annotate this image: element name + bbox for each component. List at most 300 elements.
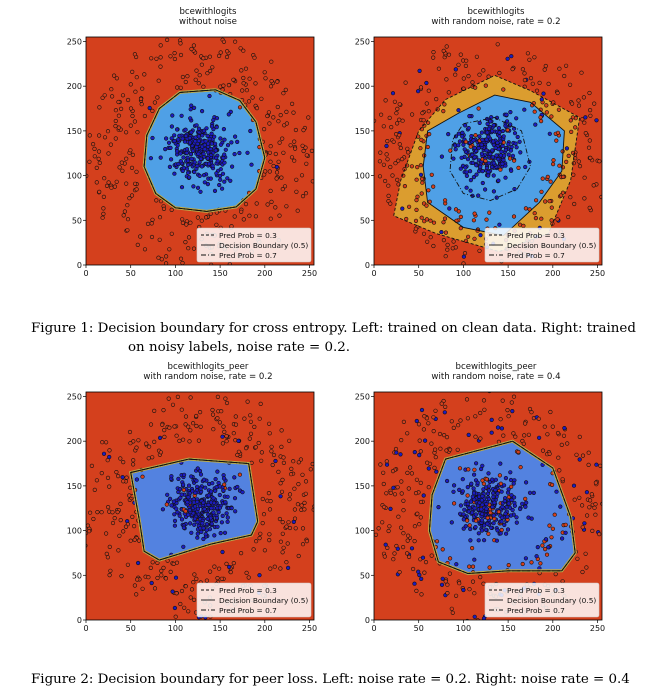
data-point: [386, 546, 390, 550]
data-point: [294, 128, 298, 132]
data-point: [437, 505, 441, 509]
x-tick-label: 250: [301, 624, 318, 633]
data-point: [469, 178, 473, 182]
data-point: [468, 114, 472, 118]
data-point: [195, 69, 199, 73]
data-point: [184, 134, 188, 138]
data-point: [518, 507, 522, 511]
data-point: [223, 430, 227, 434]
data-point: [187, 484, 191, 488]
data-point: [149, 57, 153, 61]
data-point: [485, 507, 489, 511]
data-point: [225, 49, 229, 53]
data-point: [193, 161, 197, 165]
data-point: [499, 532, 503, 536]
data-point: [117, 126, 121, 130]
data-point: [189, 221, 193, 225]
data-point: [91, 142, 95, 146]
data-point: [583, 176, 587, 180]
data-point: [482, 538, 486, 542]
data-point: [196, 507, 200, 511]
data-point: [473, 86, 477, 90]
data-point: [212, 427, 216, 431]
x-tick-label: 150: [212, 269, 228, 278]
data-point: [169, 55, 173, 59]
data-point: [282, 461, 286, 465]
data-point: [169, 158, 173, 162]
data-point: [288, 526, 292, 530]
data-point: [276, 80, 280, 84]
data-point: [487, 532, 491, 536]
data-point: [186, 159, 190, 163]
data-point: [183, 140, 187, 144]
data-point: [471, 161, 475, 165]
data-point: [522, 442, 526, 446]
data-point: [150, 456, 154, 460]
data-point: [262, 512, 266, 516]
data-point: [515, 146, 519, 150]
data-point: [189, 475, 193, 479]
data-point: [220, 521, 224, 525]
data-point: [584, 131, 588, 135]
data-point: [160, 569, 164, 573]
data-point: [117, 549, 121, 553]
data-point: [471, 565, 475, 569]
data-point: [480, 143, 484, 147]
data-point: [492, 495, 496, 499]
data-point: [551, 162, 555, 166]
data-point: [162, 408, 166, 412]
data-point: [187, 496, 191, 500]
data-point: [392, 486, 396, 490]
data-point: [225, 434, 229, 438]
data-point: [475, 55, 479, 59]
data-point: [226, 516, 230, 520]
data-point: [541, 544, 545, 548]
data-point: [400, 480, 404, 484]
data-point: [446, 132, 450, 136]
data-point: [550, 219, 554, 223]
data-point: [245, 571, 249, 575]
data-point: [523, 497, 527, 501]
caption-line: Figure 2: Decision boundary for peer loss. Left: noise rate = 0.2. Right: noise rate = 0.4: [31, 672, 630, 687]
data-point: [558, 469, 562, 473]
data-point: [543, 425, 547, 429]
data-point: [533, 211, 537, 215]
data-point: [499, 462, 503, 466]
data-point: [473, 146, 477, 150]
data-point: [585, 490, 589, 494]
data-point: [389, 202, 393, 206]
data-point: [482, 399, 486, 403]
data-point: [405, 552, 409, 556]
data-point: [460, 156, 464, 160]
data-point: [495, 539, 499, 543]
data-point: [553, 513, 557, 517]
data-point: [114, 108, 118, 112]
data-point: [204, 532, 208, 536]
data-point: [448, 572, 452, 576]
data-point: [133, 182, 137, 186]
data-point: [269, 85, 273, 89]
data-point: [267, 538, 271, 542]
data-point: [121, 460, 125, 464]
data-point: [568, 83, 572, 87]
data-point: [599, 464, 603, 468]
data-point: [413, 582, 417, 586]
data-point: [550, 206, 554, 210]
y-tick-label: 200: [354, 82, 370, 92]
data-point: [451, 611, 455, 615]
data-point: [141, 587, 145, 591]
data-point: [195, 479, 199, 483]
legend-label: Pred Prob = 0.7: [219, 605, 277, 615]
data-point: [170, 232, 174, 236]
data-point: [471, 495, 475, 499]
data-point: [491, 149, 495, 153]
data-point: [176, 138, 180, 142]
data-point: [486, 131, 490, 135]
data-point: [155, 199, 159, 203]
data-point: [448, 448, 452, 452]
x-tick-label: 250: [589, 624, 606, 633]
data-point: [206, 517, 210, 521]
data-point: [524, 505, 528, 509]
data-point: [242, 76, 246, 80]
data-point: [507, 143, 511, 147]
data-point: [182, 156, 186, 160]
data-point: [419, 163, 423, 167]
data-point: [544, 537, 548, 541]
data-point: [443, 411, 447, 415]
data-point: [387, 529, 391, 533]
data-point: [202, 173, 206, 177]
y-tick-label: 250: [354, 392, 370, 402]
data-point: [464, 524, 468, 528]
data-point: [269, 217, 273, 221]
data-point: [290, 156, 294, 160]
data-point: [432, 416, 436, 420]
data-point: [195, 424, 199, 428]
data-point: [270, 60, 274, 64]
data-point: [111, 521, 115, 525]
data-point: [422, 494, 426, 498]
data-point: [475, 173, 479, 177]
data-point: [472, 487, 476, 491]
data-point: [585, 566, 589, 570]
data-point: [479, 165, 483, 169]
data-point: [197, 127, 201, 131]
data-point: [281, 478, 285, 482]
data-point: [258, 536, 262, 540]
data-point: [581, 454, 585, 458]
data-point: [492, 140, 496, 144]
data-point: [236, 453, 240, 457]
data-point: [281, 187, 285, 191]
data-point: [187, 176, 191, 180]
data-point: [426, 145, 430, 149]
data-point: [226, 520, 230, 524]
data-point: [287, 521, 291, 525]
data-point: [234, 423, 238, 427]
data-point: [494, 488, 498, 492]
data-point: [509, 110, 513, 114]
data-point: [587, 146, 591, 150]
data-point: [219, 409, 223, 413]
data-point: [214, 477, 218, 481]
data-point: [407, 487, 411, 491]
data-point: [254, 82, 258, 86]
data-point: [432, 429, 436, 433]
data-point: [304, 492, 308, 496]
data-point: [402, 420, 406, 424]
data-point: [466, 502, 470, 506]
data-point: [276, 105, 280, 109]
data-point: [450, 521, 454, 525]
data-point: [418, 439, 422, 443]
data-point: [427, 189, 431, 193]
data-point: [137, 439, 141, 443]
data-point: [542, 92, 546, 96]
data-point: [97, 150, 101, 154]
data-point: [108, 545, 112, 549]
data-point: [219, 137, 223, 141]
data-point: [113, 516, 117, 520]
data-point: [128, 494, 132, 498]
data-point: [115, 77, 119, 81]
data-point: [192, 580, 196, 584]
data-point: [184, 240, 188, 244]
data-point: [285, 205, 289, 209]
data-point: [129, 149, 133, 153]
data-point: [190, 531, 194, 535]
data-point: [383, 555, 387, 559]
data-point: [106, 458, 110, 462]
data-point: [453, 73, 457, 77]
data-point: [420, 177, 424, 181]
data-point: [413, 450, 417, 454]
data-point: [240, 89, 244, 93]
data-point: [465, 174, 469, 178]
data-point: [216, 416, 220, 420]
data-point: [199, 487, 203, 491]
data-point: [561, 580, 565, 584]
data-point: [461, 477, 465, 481]
y-tick-label: 0: [76, 261, 82, 270]
data-point: [448, 557, 452, 561]
data-point: [151, 109, 155, 113]
data-point: [419, 146, 423, 150]
data-point: [487, 127, 491, 131]
data-point: [493, 517, 497, 521]
data-point: [510, 54, 514, 58]
data-point: [220, 577, 224, 581]
data-point: [471, 81, 475, 85]
data-point: [486, 174, 490, 178]
data-point: [184, 584, 188, 588]
data-point: [165, 503, 169, 507]
data-point: [564, 523, 568, 527]
data-point: [230, 224, 234, 228]
data-point: [473, 212, 477, 216]
y-tick-label: 100: [354, 171, 370, 181]
data-point: [487, 170, 491, 174]
data-point: [425, 81, 429, 85]
data-point: [540, 98, 544, 102]
data-point: [399, 146, 403, 150]
data-point: [478, 575, 482, 579]
data-point: [254, 445, 258, 449]
data-point: [126, 98, 130, 102]
data-point: [473, 506, 477, 510]
data-point: [198, 526, 202, 530]
data-point: [190, 47, 194, 51]
data-point: [260, 97, 264, 101]
data-point: [469, 189, 473, 193]
legend: [197, 583, 311, 617]
data-point: [186, 74, 190, 78]
data-point: [149, 156, 153, 160]
data-point: [385, 153, 389, 157]
data-point: [479, 467, 483, 471]
data-point: [478, 121, 482, 125]
data-point: [103, 136, 107, 140]
data-point: [210, 125, 214, 129]
data-point: [444, 254, 448, 258]
y-tick-label: 100: [66, 526, 82, 536]
data-point: [442, 238, 446, 242]
data-point: [179, 86, 183, 90]
data-point: [583, 197, 587, 201]
data-point: [219, 531, 223, 535]
data-point: [117, 114, 121, 118]
data-point: [446, 243, 450, 247]
data-point: [419, 481, 423, 485]
data-point: [186, 246, 190, 250]
data-point: [491, 505, 495, 509]
data-point: [200, 109, 204, 113]
data-point: [389, 491, 393, 495]
data-point: [304, 191, 308, 195]
data-point: [427, 422, 431, 426]
data-point: [301, 527, 305, 531]
data-point: [392, 140, 396, 144]
data-point: [104, 532, 108, 536]
data-point: [165, 38, 169, 42]
data-point: [297, 482, 301, 486]
y-tick-label: 0: [364, 261, 370, 270]
data-point: [454, 148, 458, 152]
data-point: [230, 165, 234, 169]
data-point: [501, 144, 505, 148]
data-point: [539, 116, 543, 120]
data-point: [415, 208, 419, 212]
data-point: [295, 190, 299, 194]
data-point: [448, 207, 452, 211]
data-point: [382, 163, 386, 167]
data-point: [281, 551, 285, 555]
data-point: [520, 502, 524, 506]
data-point: [454, 246, 458, 250]
data-point: [95, 181, 99, 185]
data-point: [133, 120, 137, 124]
data-point: [165, 493, 169, 497]
data-point: [417, 522, 421, 526]
data-point: [546, 175, 550, 179]
data-point: [513, 131, 517, 135]
data-point: [131, 458, 135, 462]
data-point: [233, 40, 237, 44]
data-point: [422, 428, 426, 432]
data-point: [442, 221, 446, 225]
data-point: [486, 522, 490, 526]
data-point: [197, 139, 201, 143]
data-point: [273, 565, 277, 569]
data-point: [238, 106, 242, 110]
data-point: [219, 167, 223, 171]
data-point: [501, 505, 505, 509]
data-point: [177, 477, 181, 481]
data-point: [130, 166, 134, 170]
data-point: [484, 159, 488, 163]
data-point: [196, 532, 200, 536]
data-point: [184, 510, 188, 514]
data-point: [213, 534, 217, 538]
data-point: [135, 170, 139, 174]
data-point: [509, 478, 513, 482]
x-tick-label: 50: [125, 269, 136, 278]
data-point: [152, 409, 156, 413]
data-point: [143, 73, 147, 77]
data-point: [128, 430, 132, 434]
data-point: [432, 244, 436, 248]
data-point: [140, 87, 144, 91]
data-point: [549, 410, 553, 414]
data-point: [110, 87, 114, 91]
data-point: [583, 121, 587, 125]
data-point: [443, 199, 447, 203]
data-point: [197, 152, 201, 156]
figure1-right-panel: [346, 3, 646, 278]
legend: [197, 228, 311, 262]
data-point: [508, 506, 512, 510]
data-point: [551, 527, 555, 531]
data-point: [488, 211, 492, 215]
data-point: [408, 466, 412, 470]
data-point: [595, 119, 599, 123]
data-point: [169, 570, 173, 574]
data-point: [467, 468, 471, 472]
data-point: [310, 149, 314, 153]
data-point: [104, 441, 108, 445]
data-point: [134, 593, 138, 597]
data-point: [218, 506, 222, 510]
data-point: [222, 84, 226, 88]
data-point: [473, 468, 477, 472]
data-point: [106, 129, 110, 133]
data-point: [457, 210, 461, 214]
data-point: [131, 153, 135, 157]
data-point: [97, 157, 101, 161]
data-point: [211, 408, 215, 412]
data-point: [198, 73, 202, 77]
plot-title: bcewithlogits_peer: [455, 362, 537, 372]
data-point: [492, 162, 496, 166]
data-point: [490, 431, 494, 435]
data-point: [396, 547, 400, 551]
data-point: [182, 526, 186, 530]
data-point: [159, 56, 163, 60]
